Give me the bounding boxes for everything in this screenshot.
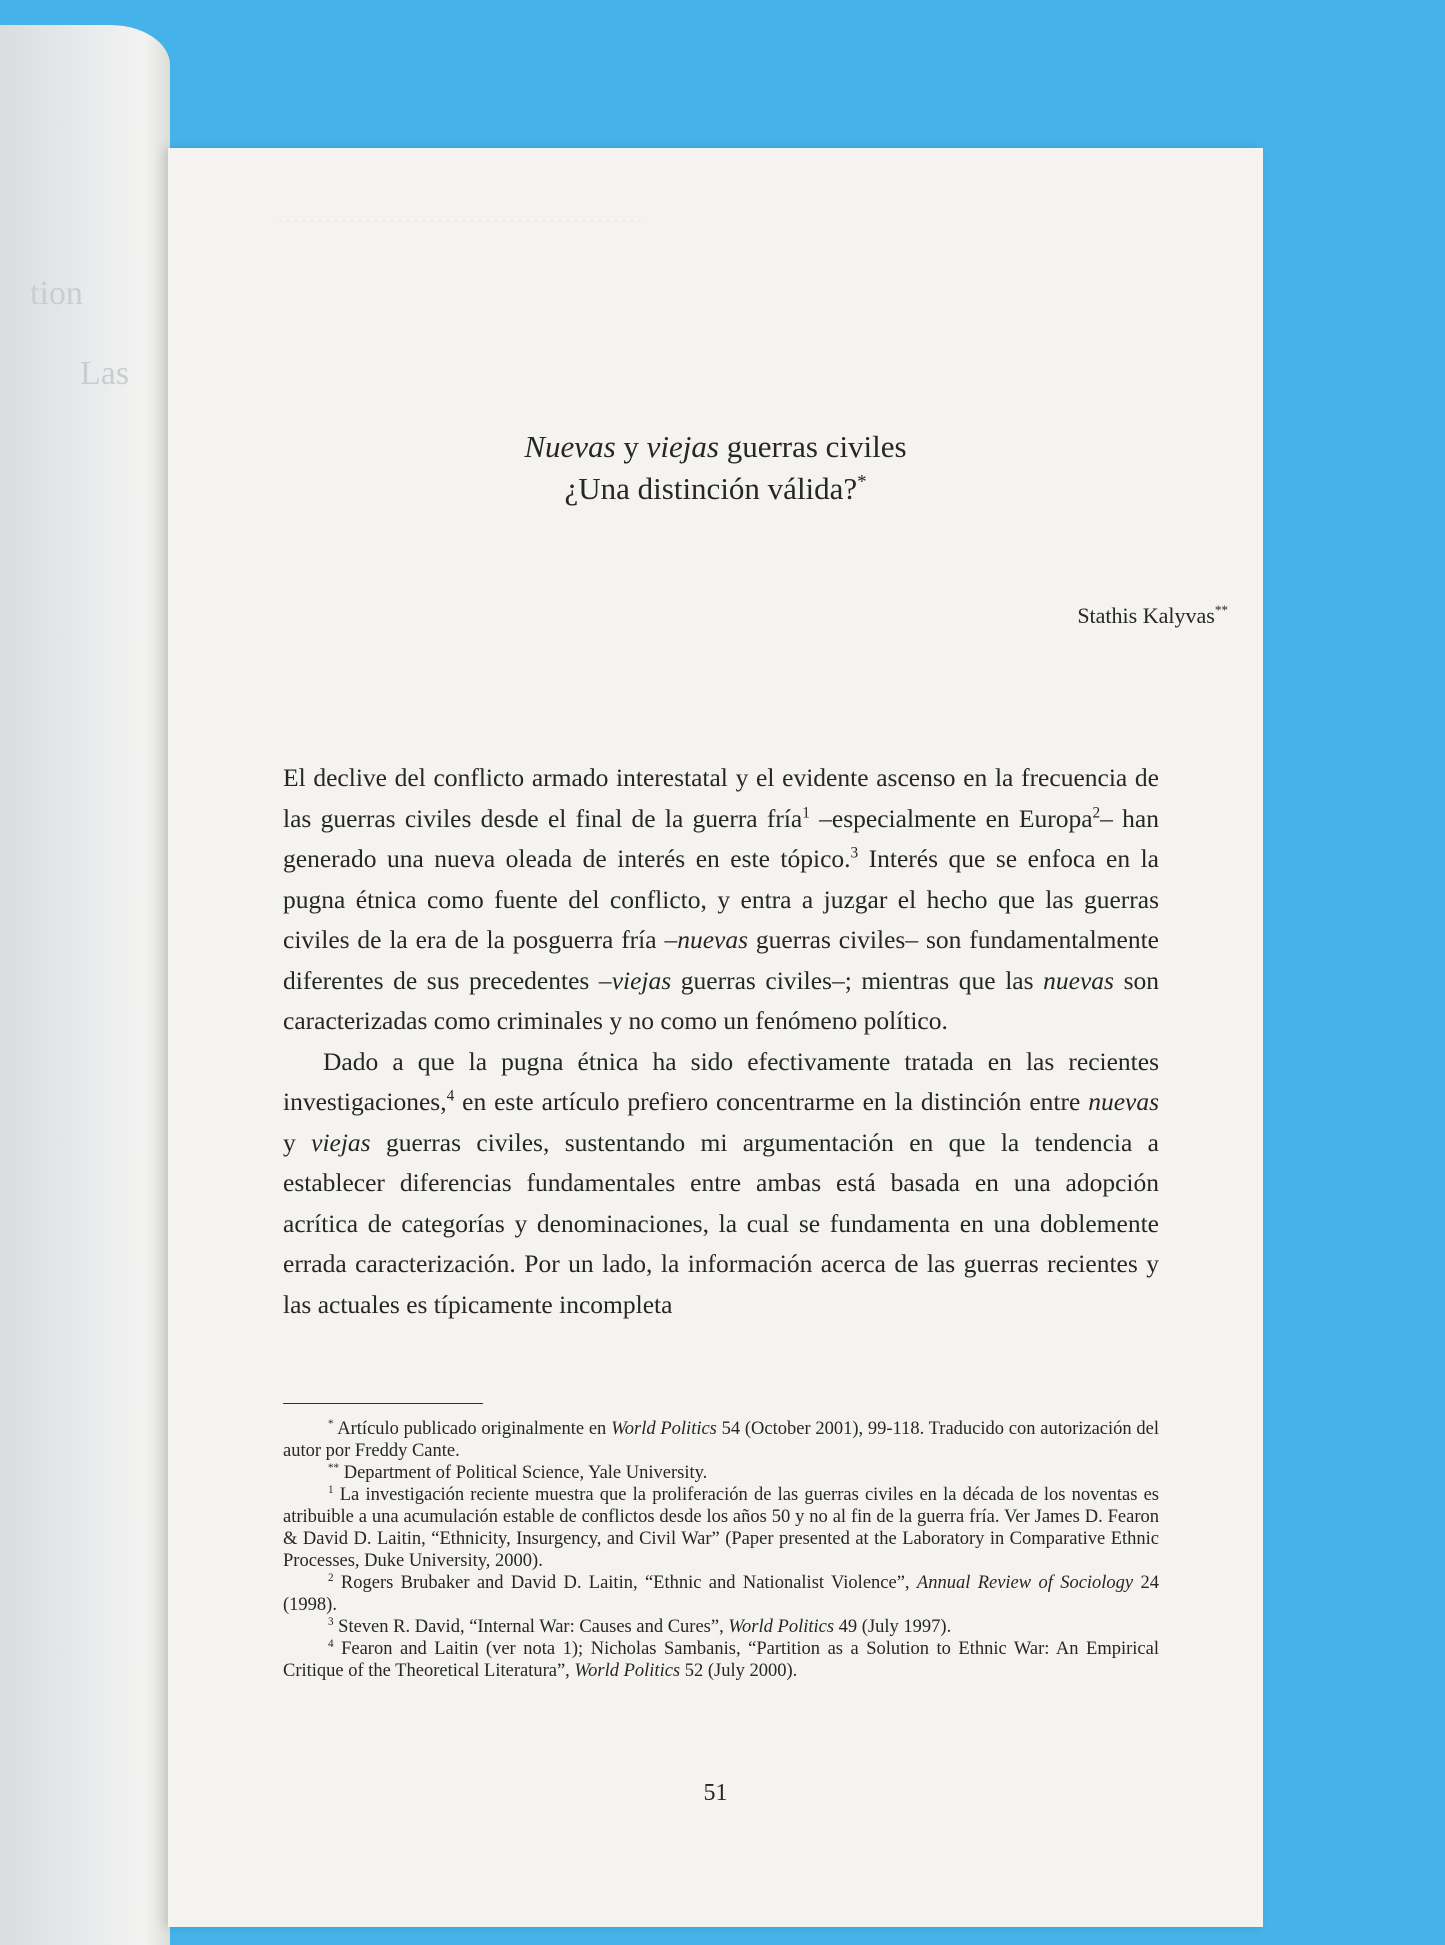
footnote-4: $^4$ Fearon and Laitin (ver nota 1); Nicholas Sambanis, “Partition as a Solution to Ethnic War: An Empirical Critique of the Theoretical Literatura”, World Politics 52 (July 2000). — [283, 1637, 1159, 1681]
bleed-through-text: Las — [80, 355, 130, 392]
paragraph-2: Dado a que la pugna étnica ha sido efectivamente tratada en las recientes investigaciones,$^4$ en este artículo prefiero concentrarme en la distinción entre nuevas y viejas guerras civiles, sustentando mi argumentación en que la tendencia a establecer diferencias fundamentales entre ambas está basada en una adopción acrítica de categorías y denominaciones, la cual se fundamenta en una doblemente errada caracterización. Por un lado, la información acerca de las guerras recientes y las actuales es típicamente incompleta — [283, 1046, 1159, 1319]
footnote-ref: 2 — [1092, 804, 1101, 821]
footnote-2: $^2$ Rogers Brubaker and David D. Laitin, “Ethnic and Nationalist Violence”, Annual Review of Sociology 24 (1998). — [283, 1571, 1160, 1615]
footnote-ref: 3 — [850, 844, 859, 862]
title-line-2: ¿Una distinción válida?* — [564, 471, 867, 506]
footnote-1: $^1$ La investigación reciente muestra que la proliferación de las guerras civiles en la década de los noventas es atribuible a una acumulación estable de conflictos desde los años 50 y no al fin de la guerra fría. Ver James D. Fearon & David D. Laitin, “Ethnicity, Insurgency, and Civil War” (Paper presented at the Laboratory in Comparative Ethnic Processes, Duke University, 2000). — [283, 1483, 1159, 1571]
footnote-star: * Artículo publicado originalmente en World Politics 54 (October 2001), 99-118. Traducido con autorización del autor por Freddy Cante. — [283, 1417, 1160, 1461]
footnote-3: $^3$ Steven R. David, “Internal War: Causes and Cures”, World Politics 49 (July 1997). — [328, 1615, 952, 1637]
body-text — [283, 758, 1159, 1325]
footnote-double-star: ** Department of Political Science, Yale University. — [328, 1461, 708, 1483]
title-footnote-mark: * — [857, 471, 867, 493]
author-footnote-mark: ** — [1214, 602, 1228, 618]
footnote-ref: 4 — [446, 1087, 455, 1105]
book-page — [168, 148, 1263, 1927]
author-name: Stathis Kalyvas** — [1077, 602, 1228, 628]
article-title — [168, 426, 1263, 510]
footnote-ref: 1 — [802, 804, 810, 821]
footnotes — [283, 1418, 1159, 1682]
footnote-divider — [283, 1403, 483, 1404]
bleed-through-header: . . . . . . . . . . . . . . . . . . . . . . . . . . . . . . . . . . . . . . . . . . . . . . — [278, 209, 642, 226]
page-number: 51 — [703, 1780, 728, 1806]
bleed-through-text: tion — [30, 275, 83, 312]
title-line-1: Nuevas y viejas guerras civiles — [524, 429, 907, 464]
paragraph-1: El declive del conflicto armado interestatal y el evidente ascenso en la frecuencia de las guerras civiles desde el final de la guerra fría$^1$ –especialmente en Europa$^2$– han generado una nueva oleada de interés en este tópico.$^3$ Interés que se enfoca en la pugna étnica como fuente del conflicto, y entra a juzgar el hecho que las guerras civiles de la era de la posguerra fría –nuevas guerras civiles– son fundamentalmente diferentes de sus precedentes –viejas guerras civiles–; mientras que las nuevas son caracterizadas como criminales y no como un fenómeno político. — [283, 763, 1159, 1035]
left-page-edge — [0, 25, 170, 1945]
